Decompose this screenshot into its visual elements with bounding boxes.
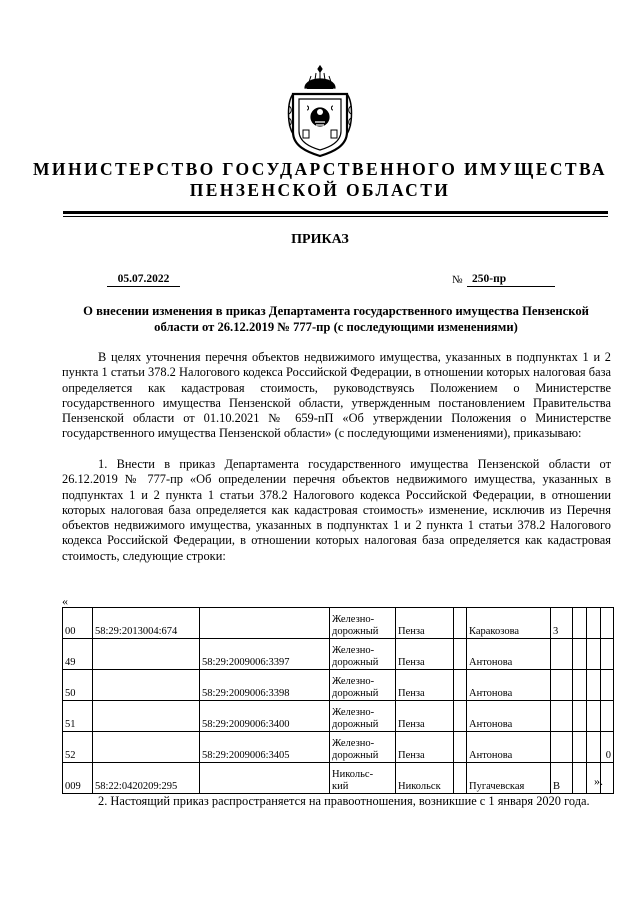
- table-cell: [601, 639, 614, 670]
- document-type-title: ПРИКАЗ: [291, 232, 349, 247]
- table-cell: 58:22:0420209:295: [93, 763, 200, 794]
- table-cell: Железно- дорожный: [330, 608, 396, 639]
- order-date: 05.07.2022: [107, 272, 180, 287]
- table-cell: [573, 639, 587, 670]
- table-cell: Никольск: [396, 763, 454, 794]
- table-cell: 3: [551, 608, 573, 639]
- table-row: [63, 701, 614, 732]
- table-cell: 58:29:2009006:3405: [200, 732, 330, 763]
- table-cell: [573, 608, 587, 639]
- table-cell: [93, 670, 200, 701]
- table-cell: 00: [63, 608, 93, 639]
- table-cell: 49: [63, 639, 93, 670]
- table-cell: [573, 732, 587, 763]
- item2-paragraph: 2. Настоящий приказ распространяется на правоотношения, возникшие с 1 января 2020 года.: [98, 794, 590, 808]
- table-cell: Пенза: [396, 732, 454, 763]
- table-cell: [93, 639, 200, 670]
- table-cell: [573, 763, 587, 794]
- table-cell: Пенза: [396, 608, 454, 639]
- coat-of-arms-emblem: [285, 62, 355, 158]
- table-cell: [200, 608, 330, 639]
- table-cell: [551, 670, 573, 701]
- header-rule-thin: [63, 216, 608, 217]
- table-cell: [93, 732, 200, 763]
- table-cell: Антонова: [467, 701, 551, 732]
- table-cell: 52: [63, 732, 93, 763]
- table-cell: 51: [63, 701, 93, 732]
- table-cell: Железно- дорожный: [330, 639, 396, 670]
- table-cell: 50: [63, 670, 93, 701]
- table-cell: Пенза: [396, 639, 454, 670]
- table-cell: [601, 701, 614, 732]
- table-cell: [601, 608, 614, 639]
- table-cell: [551, 701, 573, 732]
- table-cell: [200, 763, 330, 794]
- table-cell: [454, 639, 467, 670]
- table-cell: Каракозова: [467, 608, 551, 639]
- table-cell: Пенза: [396, 701, 454, 732]
- preamble-paragraph: В целях уточнения перечня объектов недвижимого имущества, указанных в подпунктах 1 и 2 пункта 1 статьи 378.2 Налогового кодекса Российской Федерации, в отношении которых налоговая база определяется как кадастровая стоимость, руководствуясь Положением о Министерстве государственного имущества Пензенской области, утвержденным постановлением Правительства Пензенской области от 01.10.2021 № 659-пП «Об утверждении Положения о Министерстве государственного имущества Пензенской области» (с последующими изменениями), приказываю:: [62, 350, 611, 441]
- table-cell: [587, 732, 601, 763]
- table-row: [63, 763, 614, 794]
- table-cell: Никольс- кий: [330, 763, 396, 794]
- table-cell: [551, 639, 573, 670]
- table-cell: 58:29:2009006:3400: [200, 701, 330, 732]
- table-cell: 58:29:2013004:674: [93, 608, 200, 639]
- table-cell: Железно- дорожный: [330, 701, 396, 732]
- table-cell: Антонова: [467, 732, 551, 763]
- table-cell: [551, 732, 573, 763]
- table-row: [63, 732, 614, 763]
- table-row: [63, 639, 614, 670]
- table-cell: 0: [601, 732, 614, 763]
- table-cell: Железно- дорожный: [330, 732, 396, 763]
- table-cell: Пугачевская: [467, 763, 551, 794]
- quote-close: ».: [594, 774, 603, 788]
- table-cell: Антонова: [467, 670, 551, 701]
- table-cell: [573, 670, 587, 701]
- table-cell: [454, 732, 467, 763]
- table-cell: Пенза: [396, 670, 454, 701]
- order-subject: О внесении изменения в приказ Департамента государственного имущества Пензенской области от 26.12.2019 № 777-пр (с последующими изменениями): [83, 304, 589, 334]
- table-cell: [587, 639, 601, 670]
- table-cell: [454, 701, 467, 732]
- table-cell: 58:29:2009006:3398: [200, 670, 330, 701]
- table-cell: [573, 701, 587, 732]
- table-cell: [601, 670, 614, 701]
- table-cell: [93, 701, 200, 732]
- table-cell: [587, 701, 601, 732]
- table-row: [63, 608, 614, 639]
- order-number: 250-пр: [467, 272, 555, 287]
- excluded-rows-table: [62, 607, 614, 794]
- table-cell: [587, 608, 601, 639]
- table-cell: [454, 608, 467, 639]
- table-cell: 009: [63, 763, 93, 794]
- table-cell: 58:29:2009006:3397: [200, 639, 330, 670]
- ministry-name-line2: ПЕНЗЕНСКОЙ ОБЛАСТИ: [189, 180, 451, 200]
- table-cell: В: [551, 763, 573, 794]
- ministry-name-line1: МИНИСТЕРСТВО ГОСУДАРСТВЕННОГО ИМУЩЕСТВА: [33, 159, 607, 179]
- item1-paragraph: 1. Внести в приказ Департамента государственного имущества Пензенской области от 26.12.2019 № 777-пр «Об определении перечня объектов недвижимого имущества, указанных в подпунктах 1 и 2 пункта 1 статьи 378.2 Налогового кодекса Российской Федерации, в отношении которых налоговая база определяется как кадастровая стоимость» изменение, исключив из Перечня объектов недвижимого имущества, указанных в подпунктах 1 и 2 пункта 1 статьи 378.2 Налогового кодекса Российской Федерации, в отношении которых налоговая база определяется как кадастровая стоимость, следующие строки:: [62, 457, 611, 563]
- table-row: [63, 670, 614, 701]
- table-cell: [454, 763, 467, 794]
- table-cell: [587, 670, 601, 701]
- table-cell: Антонова: [467, 639, 551, 670]
- quote-open: «: [62, 594, 68, 608]
- header-rule-thick: [63, 211, 608, 214]
- table-cell: Железно- дорожный: [330, 670, 396, 701]
- table-cell: [454, 670, 467, 701]
- number-sign: №: [452, 274, 463, 286]
